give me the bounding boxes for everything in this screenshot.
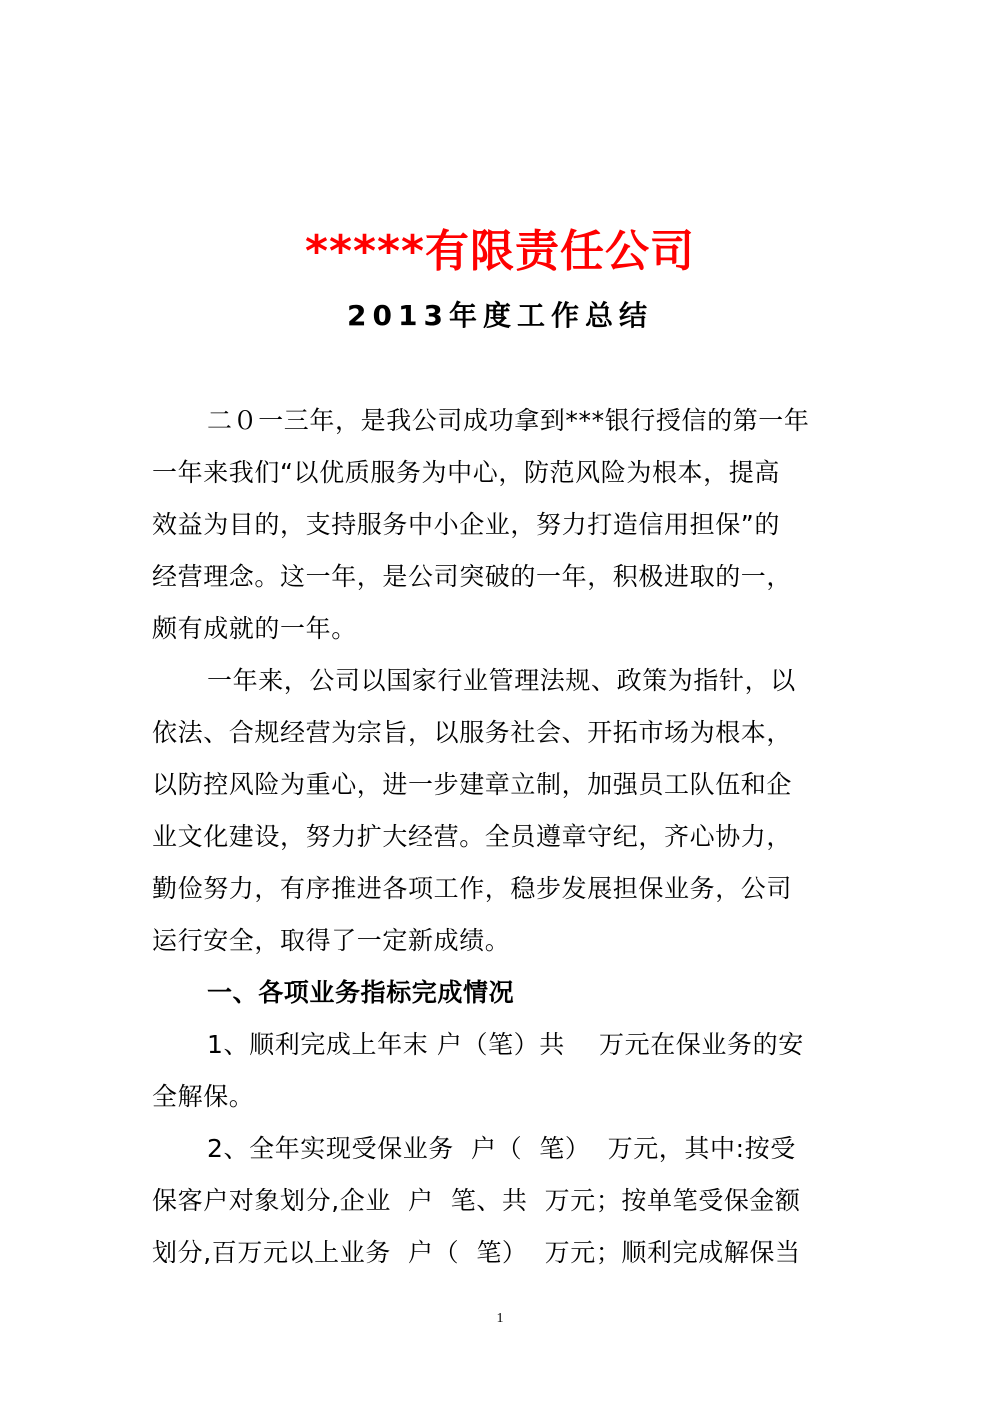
item-2-line: 保客户对象划分,企业 户 笔、共 万元；按单笔受保金额 <box>152 1186 801 1215</box>
paragraph-1-line: 一年来我们“以优质服务为中心，防范风险为根本，提高 <box>152 458 780 487</box>
paragraph-1-line: 二０一三年，是我公司成功拿到***银行授信的第一年 <box>207 406 810 435</box>
document-body <box>152 399 852 1283</box>
paragraph-2-line: 业文化建设，努力扩大经营。全员遵章守纪，齐心协力， <box>152 822 793 851</box>
company-title: *****有限责任公司 <box>304 226 696 277</box>
paragraph-1-line: 经营理念。这一年，是公司突破的一年，积极进取的一， <box>152 562 793 591</box>
report-subtitle: 2013年度工作总结 <box>347 299 653 332</box>
page-number: 1 <box>496 1311 504 1326</box>
item-2-line: 划分,百万元以上业务 户（ 笔） 万元；顺利完成解保当 <box>152 1238 801 1267</box>
paragraph-2-line: 以防控风险为重心，进一步建章立制，加强员工队伍和企 <box>152 770 793 799</box>
paragraph-2-line: 一年来，公司以国家行业管理法规、政策为指针，以 <box>207 666 796 695</box>
item-1-line: 全解保。 <box>152 1082 255 1111</box>
section-heading: 一、各项业务指标完成情况 <box>207 978 515 1007</box>
item-2-line: 2、全年实现受保业务 户（ 笔） 万元，其中:按受 <box>207 1134 796 1163</box>
paragraph-1-line: 颇有成就的一年。 <box>152 614 357 643</box>
paragraph-2-line: 勤俭努力，有序推进各项工作，稳步发展担保业务，公司 <box>152 874 793 903</box>
paragraph-1-line: 效益为目的，支持服务中小企业，努力打造信用担保”的 <box>152 510 780 539</box>
paragraph-2-line: 依法、合规经营为宗旨，以服务社会、开拓市场为根本， <box>152 718 793 747</box>
paragraph-2-line: 运行安全，取得了一定新成绩。 <box>152 926 511 955</box>
item-1-line: 1、顺利完成上年末 户（笔）共 万元在保业务的安 <box>207 1030 804 1059</box>
